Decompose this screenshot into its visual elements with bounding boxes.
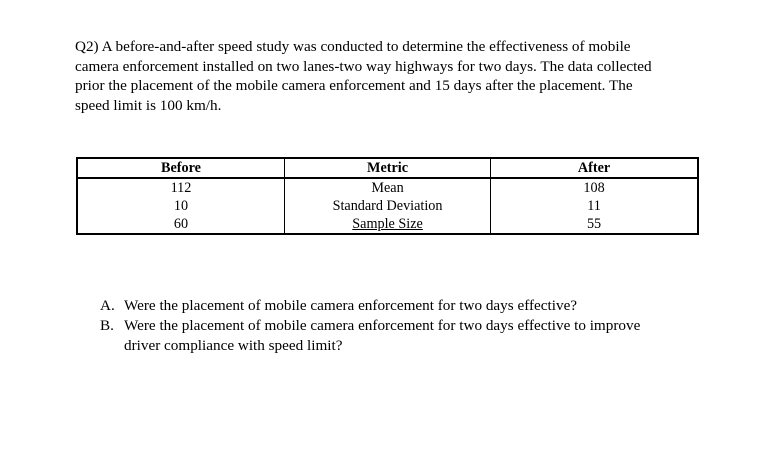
cell-metric: Standard Deviation: [284, 197, 490, 215]
subquestion-marker: A.: [100, 297, 115, 314]
subquestion-line: Were the placement of mobile camera enforcement for two days effective?: [124, 297, 578, 314]
question-text: [75, 37, 715, 115]
subquestion-b: [100, 316, 700, 356]
table-header-row: [77, 158, 698, 178]
subquestion-line: Were the placement of mobile camera enforcement for two days effective to improve: [124, 317, 641, 334]
subquestion-marker: B.: [100, 317, 114, 334]
subquestion-a: [100, 296, 700, 316]
header-after: After: [491, 158, 698, 178]
question-line: camera enforcement installed on two lanes-two way highways for two days. The data collected: [75, 57, 652, 75]
question-line: Q2) A before-and-after speed study was conducted to determine the effectiveness of mobile: [75, 38, 631, 55]
study-data-table: [76, 157, 699, 235]
subquestion-list: [100, 296, 700, 356]
cell-before: 60: [77, 215, 284, 234]
header-metric: Metric: [284, 158, 490, 178]
table-row: [77, 215, 698, 234]
cell-metric: [284, 215, 490, 234]
cell-after: 108: [491, 178, 698, 197]
table-row: [77, 197, 698, 215]
cell-before: 10: [77, 197, 284, 215]
question-line: prior the placement of the mobile camera enforcement and 15 days after the placement. The: [75, 77, 633, 94]
cell-after: 55: [491, 215, 698, 234]
question-line: speed limit is 100 km/h.: [75, 96, 222, 114]
cell-before: 112: [77, 178, 284, 197]
header-before: Before: [77, 158, 284, 178]
cell-after: 11: [491, 197, 698, 215]
subquestion-line: driver compliance with speed limit?: [124, 337, 343, 354]
cell-metric: Mean: [284, 178, 490, 197]
cell-metric-text: Sample Size: [352, 215, 423, 232]
table-row: [77, 178, 698, 197]
